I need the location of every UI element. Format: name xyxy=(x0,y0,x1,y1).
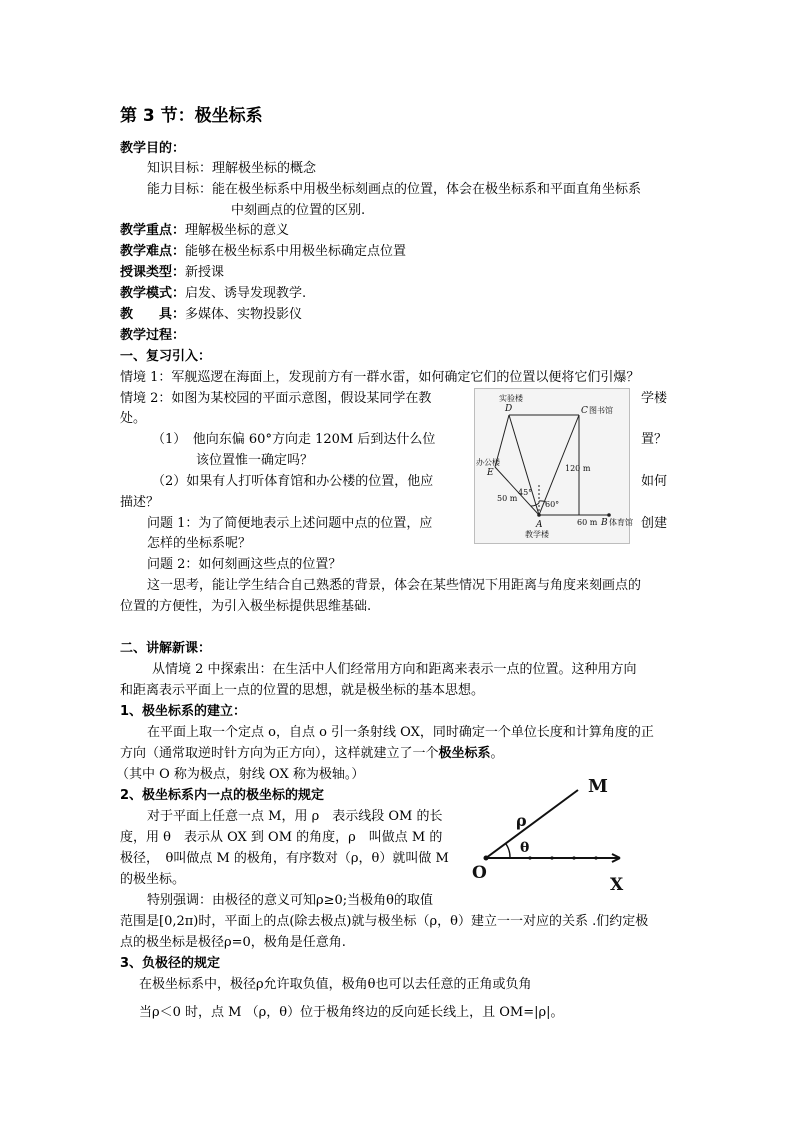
scenario-2-end: 学楼 xyxy=(641,391,668,406)
process-heading: 教学过程： xyxy=(120,328,186,343)
campus-map-diagram xyxy=(475,389,633,543)
point-a-label: A xyxy=(536,520,543,530)
line-ea xyxy=(495,467,539,515)
subheading-3: 3、负极径的规定 xyxy=(120,956,221,971)
rule-4: 的极坐标。 xyxy=(120,872,186,887)
scenario-2-cont: 处。 xyxy=(120,411,147,426)
teaching-building-label: 教学楼 xyxy=(525,530,549,539)
problem-1: 问题 1：为了简便地表示上述问题中点的位置，应 xyxy=(147,516,433,531)
lesson-type: 授课类型：新授课 xyxy=(120,265,225,280)
goals-heading: 教学目的： xyxy=(120,141,186,156)
thinking-1: 这一思考，能让学生结合自己熟悉的背景，体会在某些情况下用距离与角度来刻画点的 xyxy=(147,578,642,593)
negative-radius-1: 在极坐标系中，极径ρ允许取负值，极角θ也可以去任意的正角或负角 xyxy=(139,977,532,992)
rule-2: 度，用 θ 表示从 OX 到 OM 的角度，ρ 叫做点 M 的 xyxy=(120,830,443,845)
point-m-label: M xyxy=(588,776,608,797)
polar-coordinate-figure xyxy=(470,770,645,900)
rule-3: 极径， θ叫做点 M 的极角，有序数对（ρ，θ）就叫做 M xyxy=(120,851,449,866)
theta-label: θ xyxy=(520,840,530,856)
campus-map-figure xyxy=(474,388,633,544)
knowledge-goal: 知识目标：理解极坐标的概念 xyxy=(147,161,317,176)
question-2-end: 如何 xyxy=(641,474,668,489)
office-label: 办公楼 xyxy=(476,458,500,467)
establish-2: 方向（通常取逆时针方向为正方向），这样就建立了一个极坐标系。 xyxy=(120,746,504,761)
section1-heading: 一、复习引入： xyxy=(120,349,212,364)
polar-coordinate-diagram xyxy=(470,770,645,900)
teaching-mode: 教学模式：启发、诱导发现教学. xyxy=(120,286,307,301)
pole-point xyxy=(484,856,489,861)
question-2-cont: 描述？ xyxy=(120,495,160,510)
angle-arc xyxy=(506,844,510,858)
intro-2: 和距离表示平面上一点的位置的思想，就是极坐标的基本思想。 xyxy=(120,683,485,698)
problem-1-end: 创建 xyxy=(641,516,668,531)
distance-50m: 50 m xyxy=(497,494,518,503)
establish-3: （其中 O 称为极点，射线 OX 称为极轴。） xyxy=(116,767,365,782)
problem-1-cont: 怎样的坐标系呢？ xyxy=(147,536,252,551)
section2-heading: 二、讲解新课： xyxy=(120,641,212,656)
point-d-label: D xyxy=(505,404,513,414)
distance-60m: 60 m xyxy=(577,518,598,527)
note-1: 特别强调：由极径的意义可知ρ≥0;当极角θ的取值 xyxy=(147,893,434,908)
ability-goal-cont: 中刻画点的位置的区别. xyxy=(231,203,366,218)
point-b-label: B xyxy=(601,518,608,528)
ray-om xyxy=(486,790,578,858)
distance-120m: 120 m xyxy=(565,464,591,473)
problem-2: 问题 2：如何刻画这些点的位置？ xyxy=(147,557,342,572)
key-point: 教学重点：理解极坐标的意义 xyxy=(120,223,290,238)
rule-1: 对于平面上任意一点 M，用 ρ 表示线段 OM 的长 xyxy=(147,809,443,824)
thinking-2: 位置的方便性，为引入极坐标提供思维基础. xyxy=(120,599,372,614)
difficulty: 教学难点：能够在极坐标系中用极坐标确定点位置 xyxy=(120,244,407,259)
note-3: 点的极坐标是极径ρ=0，极角是任意角. xyxy=(120,935,346,950)
intro-1: 从情境 2 中探索出：在生活中人们经常用方向和距离来表示一点的位置。这种用方向 xyxy=(152,662,637,677)
page-title: 第 3 节：极坐标系 xyxy=(120,106,263,126)
subheading-1: 1、极坐标系的建立： xyxy=(120,704,247,719)
scenario-1: 情境 1：军舰巡逻在海面上，发现前方有一群水雷，如何确定它们的位置以便将它们引爆？ xyxy=(120,370,640,385)
angle-45: 45° xyxy=(518,488,533,497)
axis-x-label: X xyxy=(610,875,624,895)
note-2: 范围是[0,2π)时，平面上的点(除去极点)就与极坐标（ρ，θ）建立一一对应的关系 .们约定极 xyxy=(120,914,649,929)
gym-label: 体育馆 xyxy=(609,518,633,527)
point-e-label: E xyxy=(487,468,494,478)
question-1-end: 置？ xyxy=(641,432,668,447)
point-c-label: C xyxy=(581,406,588,416)
scenario-2: 情境 2：如图为某校园的平面示意图，假设某同学在教 xyxy=(120,391,432,406)
rho-label: ρ xyxy=(516,811,527,830)
lab-building-label: 实验楼 xyxy=(499,394,523,403)
question-1-cont: 该位置惟一确定吗？ xyxy=(196,453,314,468)
question-1: （1） 他向东偏 60°方向走 120M 后到达什么位 xyxy=(152,432,436,447)
negative-radius-2: 当ρ＜0 时，点 M （ρ，θ）位于极角终边的反向延长线上，且 OM=|ρ|。 xyxy=(139,1005,564,1020)
pole-o-label: O xyxy=(472,863,487,883)
angle-60: 60° xyxy=(545,500,560,509)
subheading-2: 2、极坐标系内一点的极坐标的规定 xyxy=(120,788,325,803)
question-2: （2）如果有人打听体育馆和办公楼的位置，他应 xyxy=(152,474,434,489)
ability-goal: 能力目标：能在极坐标系中用极坐标刻画点的位置，体会在极坐标系和平面直角坐标系 xyxy=(147,182,642,197)
library-label: 图书馆 xyxy=(589,406,613,415)
establish-1: 在平面上取一个定点 o，自点 o 引一条射线 OX，同时确定一个单位长度和计算角度的正 xyxy=(147,725,654,740)
teaching-tools: 教 具：多媒体、实物投影仪 xyxy=(120,307,303,322)
